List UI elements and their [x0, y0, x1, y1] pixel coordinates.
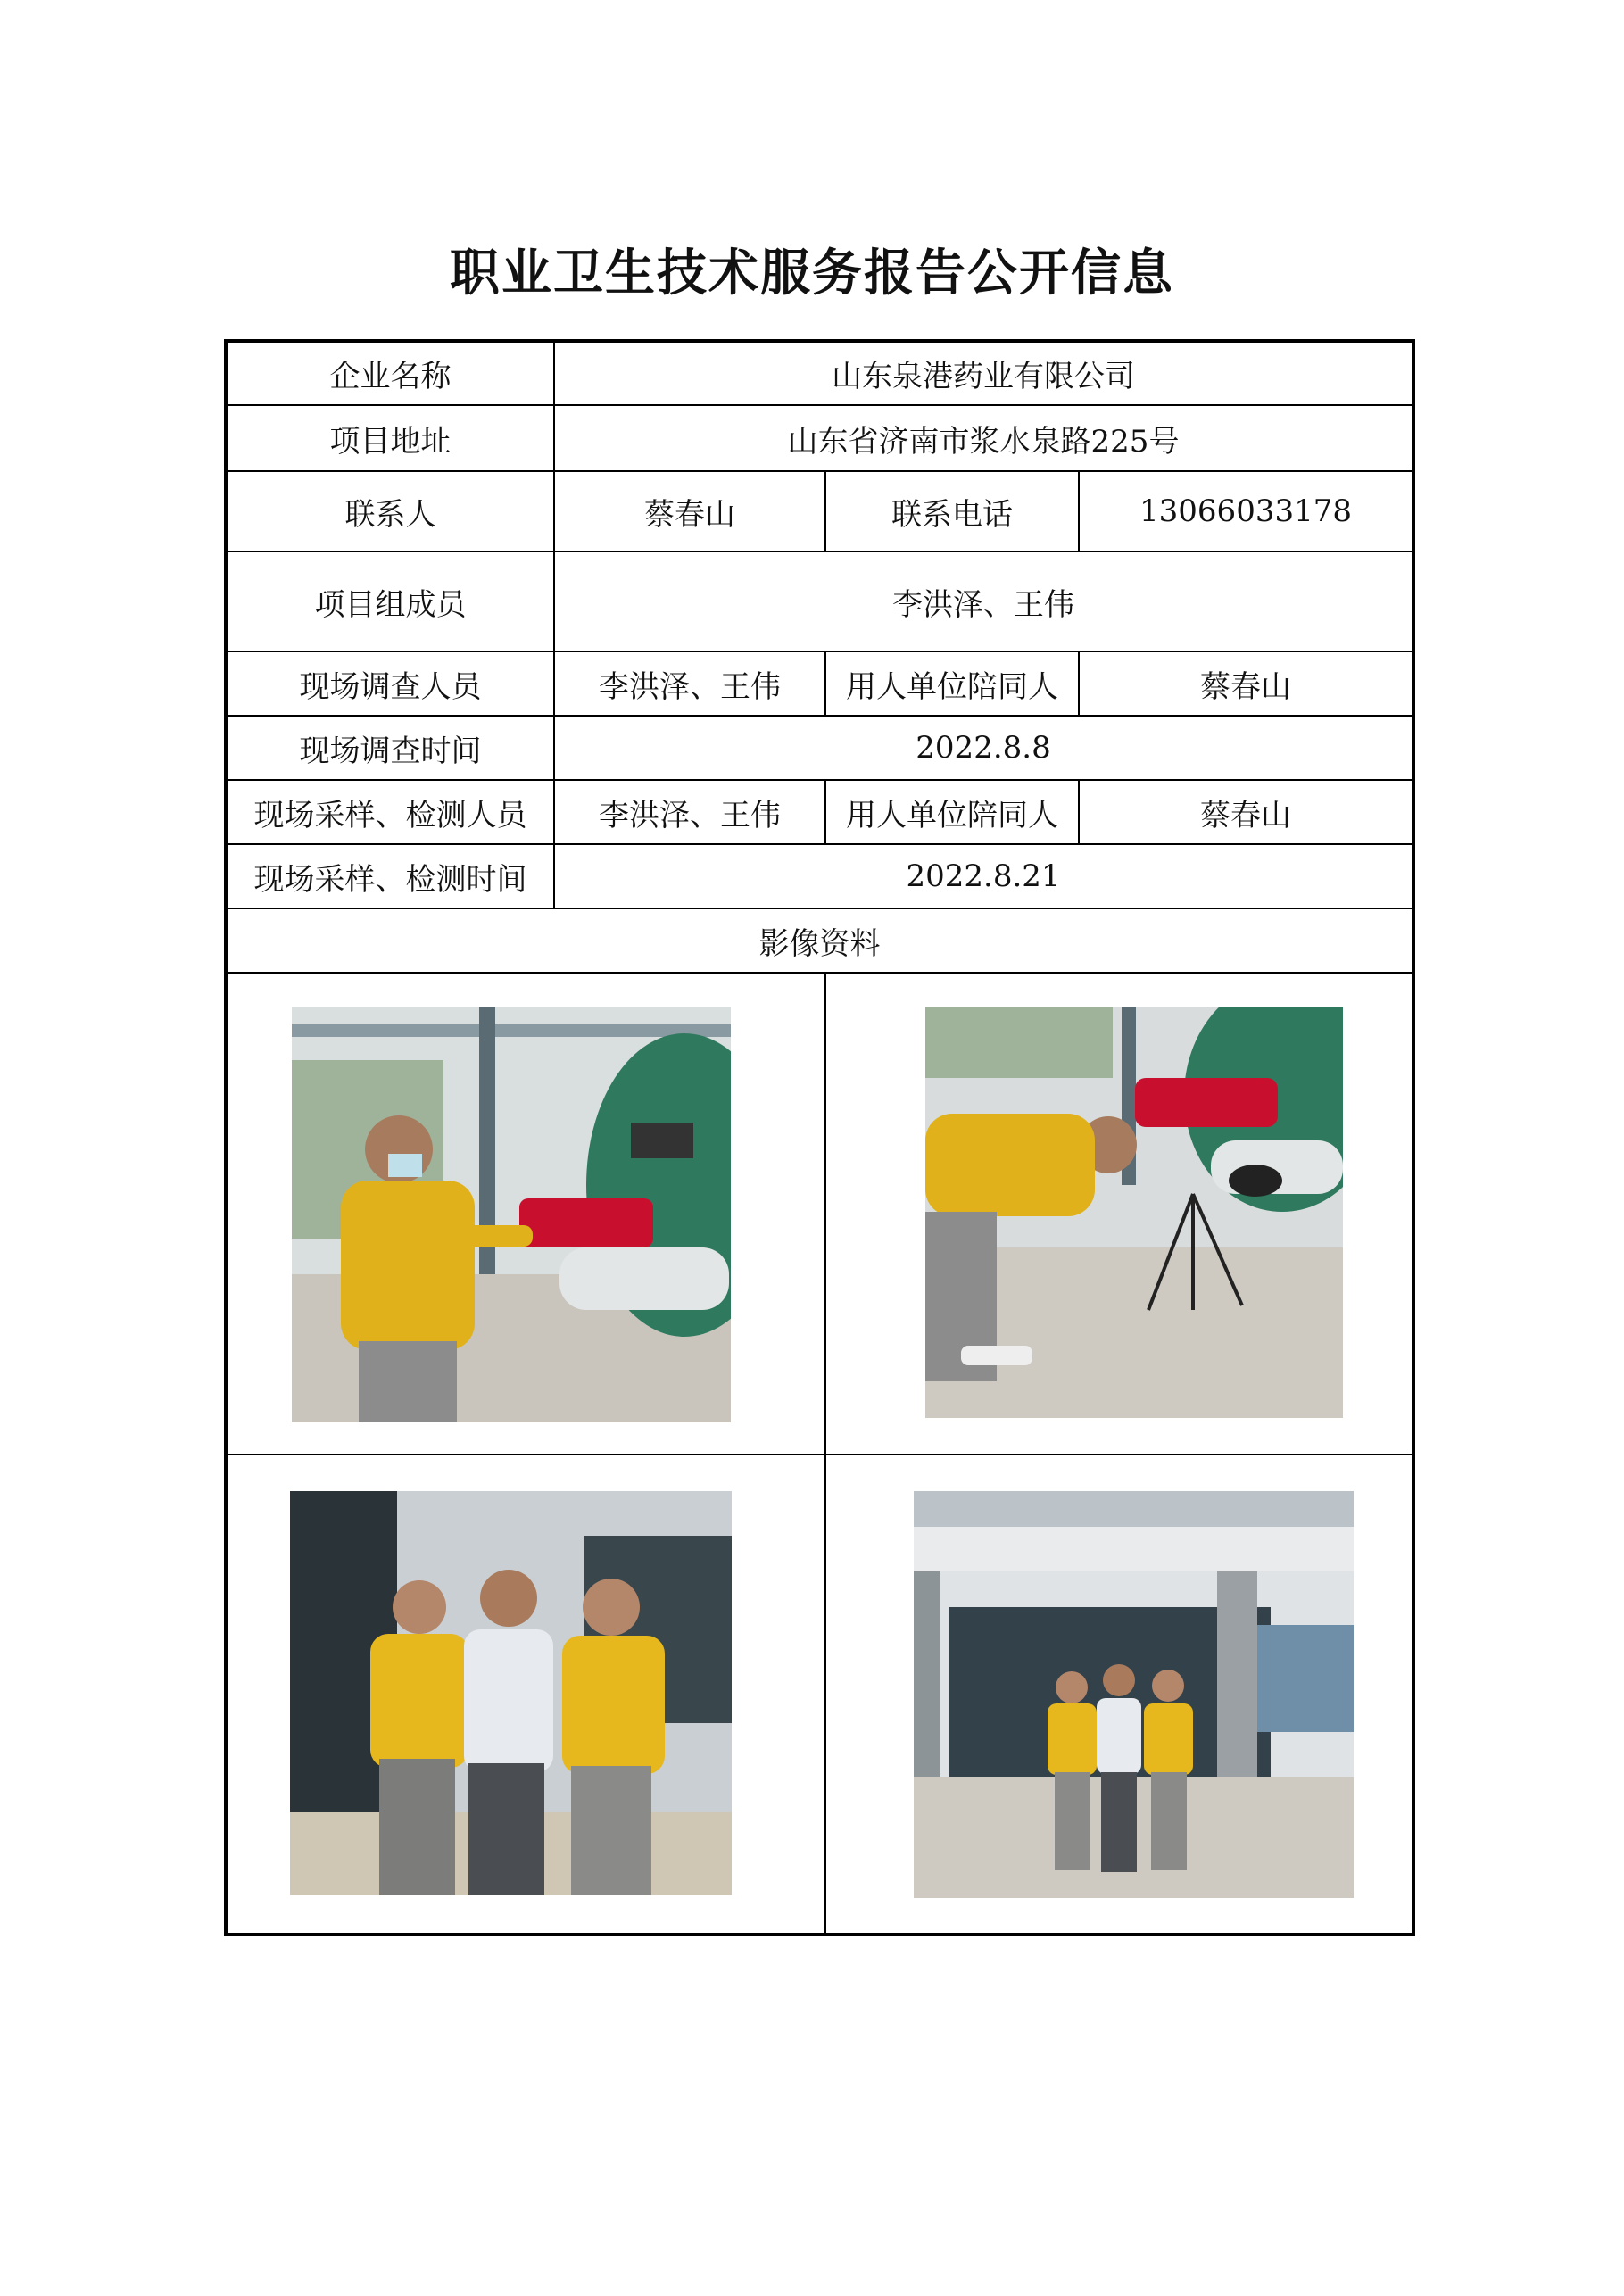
members-value: 李洪泽、王伟 — [554, 551, 1413, 651]
address-value: 山东省济南市浆水泉路225号 — [554, 405, 1413, 471]
survey-time-value: 2022.8.8 — [554, 716, 1413, 780]
phone-value: 13066033178 — [1079, 471, 1413, 551]
survey-escort-value: 蔡春山 — [1079, 651, 1413, 716]
photo-cell-2 — [825, 973, 1413, 1455]
sampling-escort-label: 用人单位陪同人 — [825, 780, 1079, 844]
members-label: 项目组成员 — [226, 551, 554, 651]
photo-boiler-measurement-2 — [925, 1007, 1343, 1418]
phone-label: 联系电话 — [825, 471, 1079, 551]
sampling-escort-value: 蔡春山 — [1079, 780, 1413, 844]
sampling-time-value: 2022.8.21 — [554, 844, 1413, 908]
images-label: 影像资料 — [226, 908, 1413, 973]
company-value: 山东泉港药业有限公司 — [554, 341, 1413, 405]
sampling-staff-label: 现场采样、检测人员 — [226, 780, 554, 844]
sampling-staff-value: 李洪泽、王伟 — [554, 780, 825, 844]
survey-time-label: 现场调查时间 — [226, 716, 554, 780]
company-label: 企业名称 — [226, 341, 554, 405]
contact-label: 联系人 — [226, 471, 554, 551]
photo-group-indoor — [290, 1491, 732, 1895]
photo-cell-3 — [226, 1455, 825, 1935]
page-title: 职业卫生技术服务报告公开信息 — [450, 245, 1174, 303]
photo-cell-1 — [226, 973, 825, 1455]
photo-boiler-measurement-1 — [292, 1007, 731, 1422]
sampling-time-label: 现场采样、检测时间 — [226, 844, 554, 908]
photo-cell-4 — [825, 1455, 1413, 1935]
survey-staff-label: 现场调查人员 — [226, 651, 554, 716]
info-table — [224, 339, 1415, 1936]
contact-value: 蔡春山 — [554, 471, 825, 551]
address-label: 项目地址 — [226, 405, 554, 471]
photo-group-entrance — [914, 1491, 1354, 1898]
survey-staff-value: 李洪泽、王伟 — [554, 651, 825, 716]
survey-escort-label: 用人单位陪同人 — [825, 651, 1079, 716]
